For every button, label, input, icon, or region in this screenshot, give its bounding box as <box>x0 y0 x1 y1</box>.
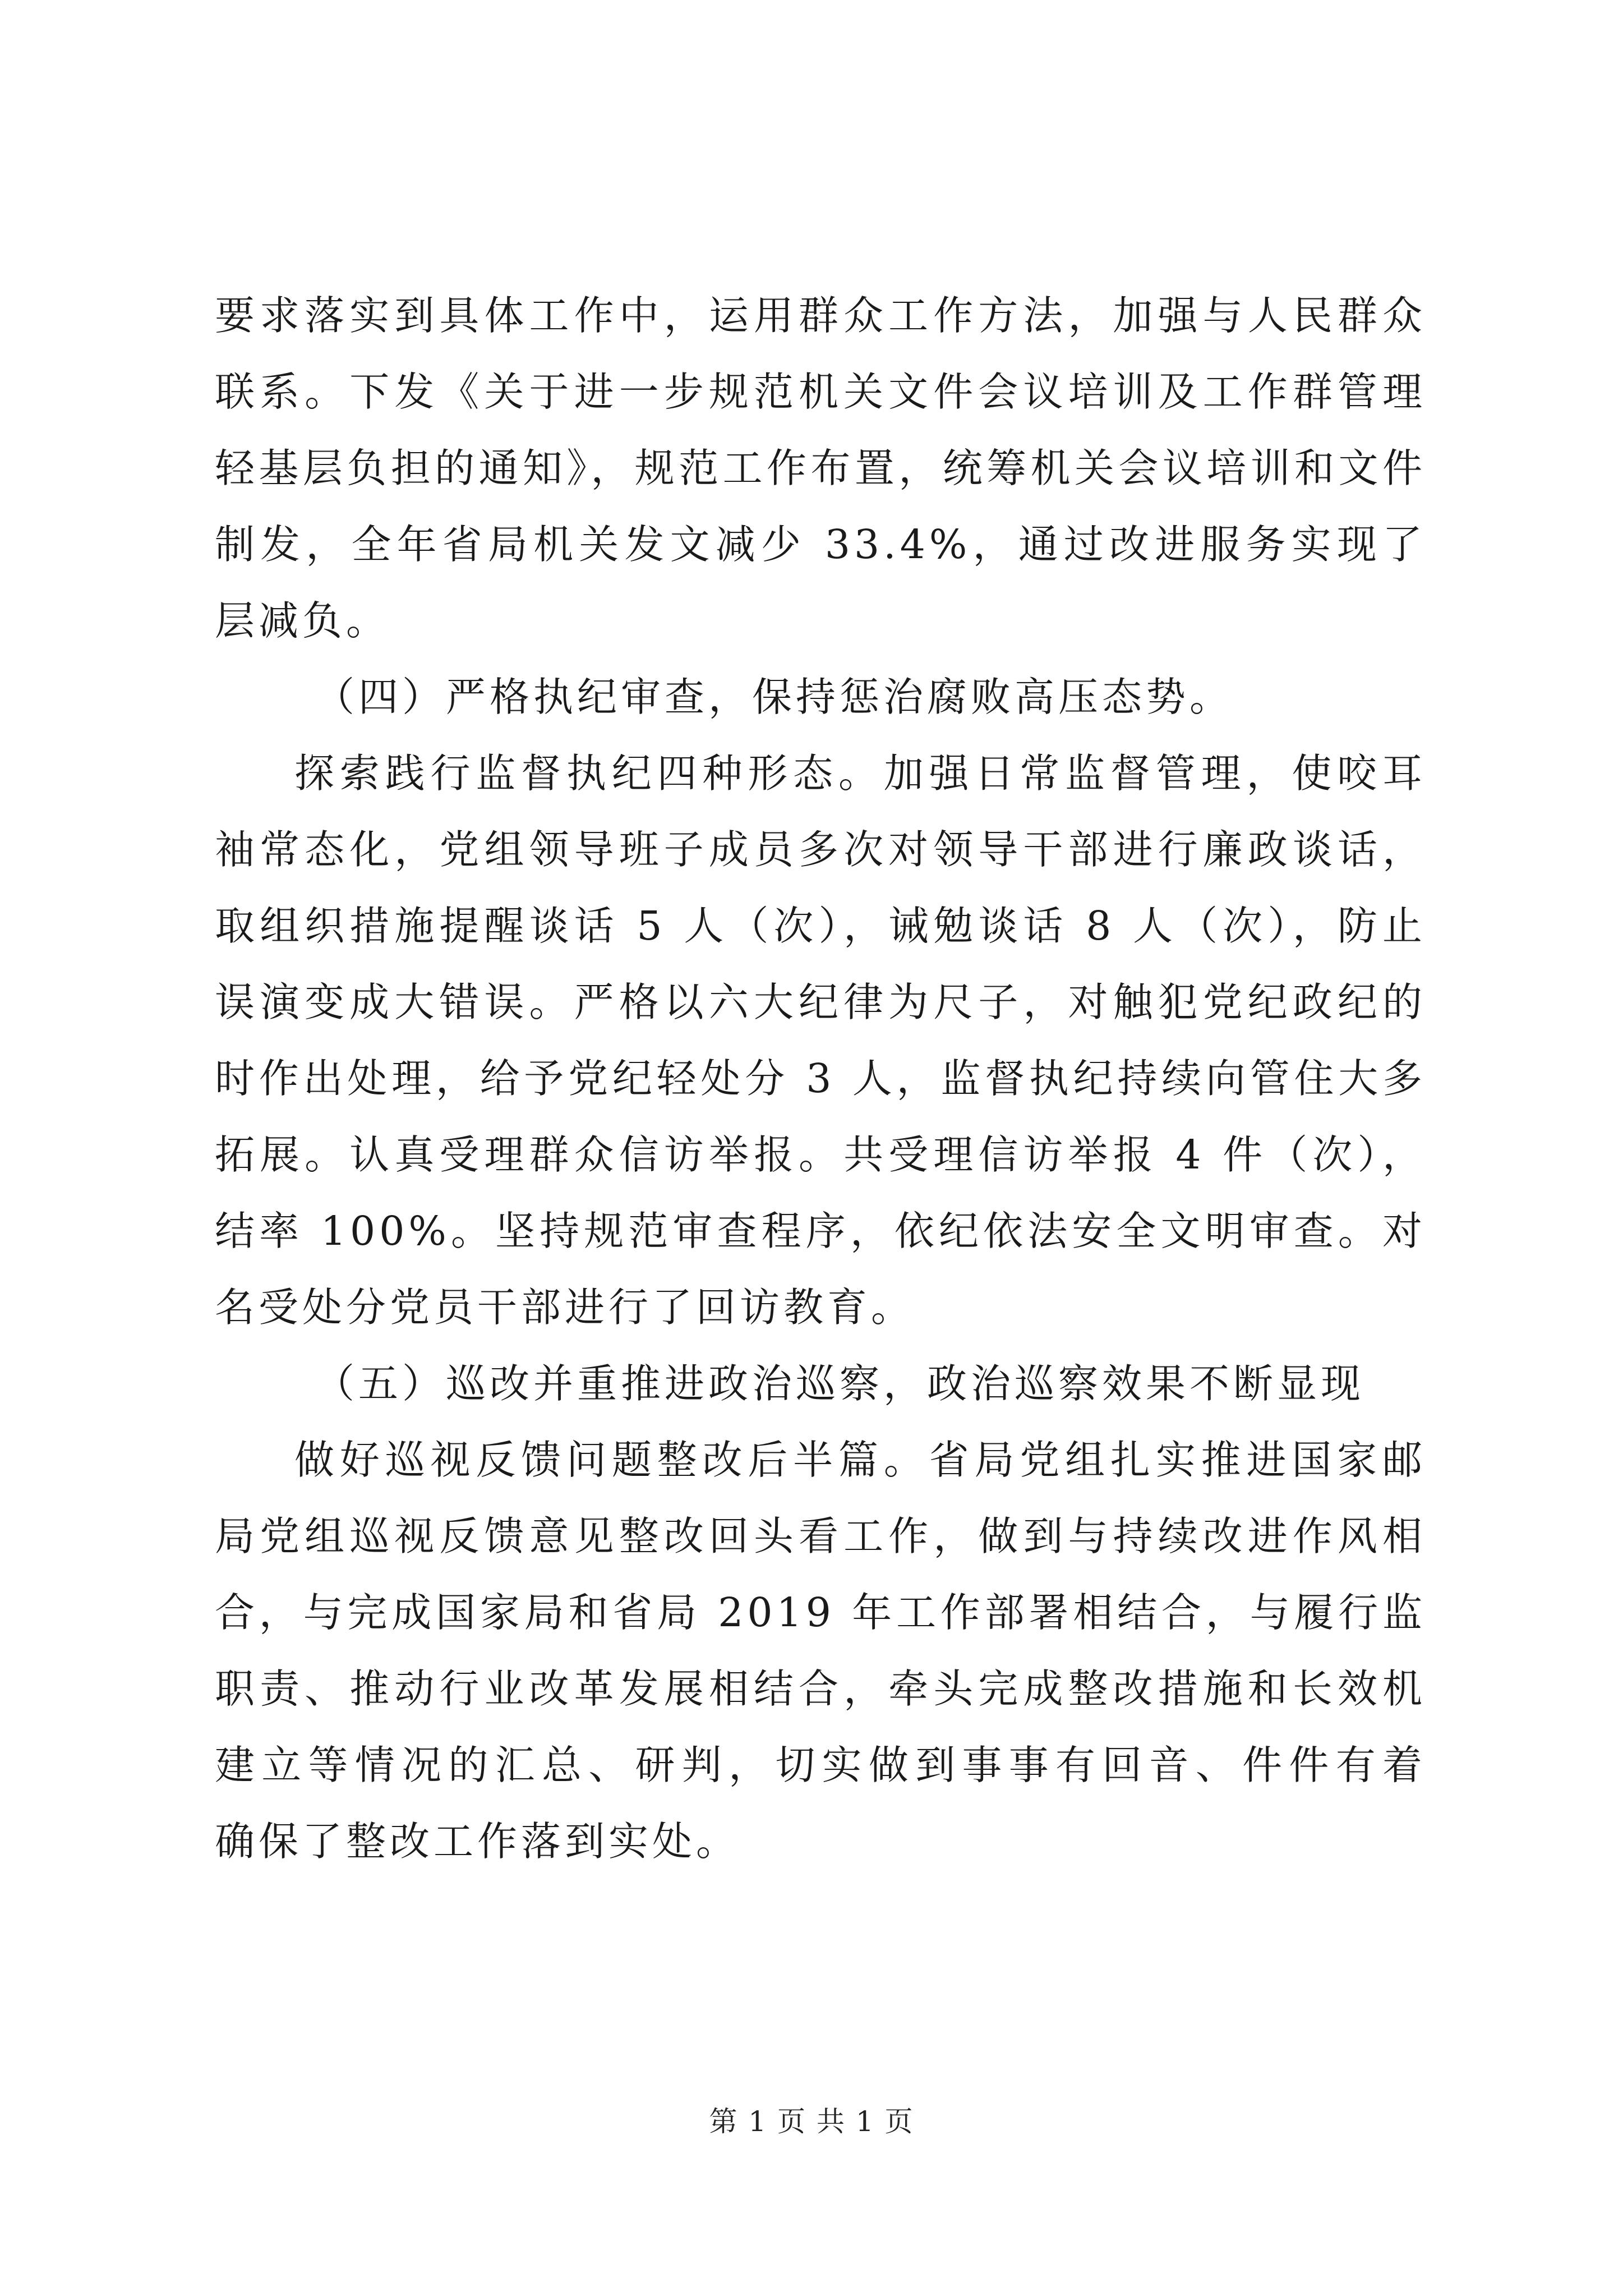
text-line: 名受处分党员干部进行了回访教育。 <box>215 1284 915 1331</box>
text-line: 袖常态化，党组领导班子成员多次对领导干部进行廉政谈话， <box>215 826 1426 873</box>
text-line: 确保了整改工作落到实处。 <box>215 1818 740 1865</box>
text-line: 结率 100%。坚持规范审查程序，依纪依法安全文明审查。对 <box>215 1208 1426 1254</box>
document-body <box>215 278 1426 1880</box>
text-line: 取组织措施提醒谈话 5 人（次），诫勉谈话 8 人（次），防止 <box>215 903 1426 949</box>
text-line: 局党组巡视反馈意见整改回头看工作，做到与持续改进作风相 <box>215 1513 1426 1559</box>
text-line: 时作出处理，给予党纪轻处分 3 人，监督执纪持续向管住大多 <box>215 1055 1426 1102</box>
text-line: 联系。下发《关于进一步规范机关文件会议培训及工作群管理 <box>215 369 1426 415</box>
page-footer: 第 1 页 共 1 页 <box>709 2105 914 2138</box>
text-line: 制发，全年省局机关发文减少 33.4%，通过改进服务实现了 <box>215 521 1426 568</box>
text-line: 要求落实到具体工作中，运用群众工作方法，加强与人民群众 <box>215 292 1426 339</box>
text-line: 拓展。认真受理群众信访举报。共受理信访举报 4 件（次）， <box>215 1131 1426 1178</box>
section-heading: （五）巡改并重推进政治巡察，政治巡察效果不断显现 <box>315 1360 1365 1407</box>
section-heading: （四）严格执纪审查，保持惩治腐败高压态势。 <box>315 674 1234 720</box>
text-line: 做好巡视反馈问题整改后半篇。省局党组扎实推进国家邮 <box>294 1437 1426 1483</box>
text-line: 合，与完成国家局和省局 2019 年工作部署相结合，与履行监 <box>215 1589 1426 1636</box>
text-line: 误演变成大错误。严格以六大纪律为尺子，对触犯党纪政纪的 <box>215 979 1426 1025</box>
text-line: 层减负。 <box>215 597 390 644</box>
text-line: 职责、推动行业改革发展相结合，牵头完成整改措施和长效机 <box>215 1665 1426 1712</box>
text-line: 建立等情况的汇总、研判，切实做到事事有回音、件件有着 <box>215 1742 1426 1788</box>
text-line: 轻基层负担的通知》，规范工作布置，统筹机关会议培训和文件 <box>215 445 1426 491</box>
text-line: 探索践行监督执纪四种形态。加强日常监督管理，使咬耳 <box>294 750 1426 797</box>
